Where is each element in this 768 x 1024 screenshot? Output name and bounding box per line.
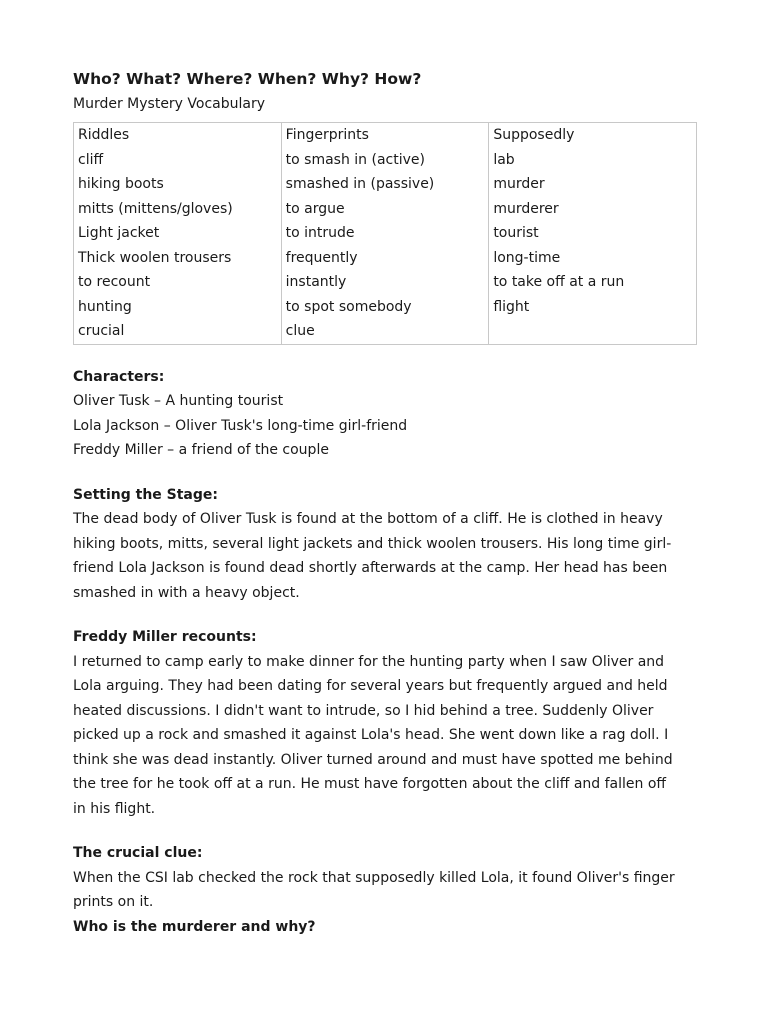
table-row (74, 197, 697, 222)
recount-section (73, 625, 697, 821)
table-cell: to smash in (active) (281, 148, 489, 173)
table-cell: murderer (489, 197, 697, 222)
recount-heading: Freddy Miller recounts: (73, 629, 257, 645)
character-line: Lola Jackson – Oliver Tusk's long-time girl-friend (73, 417, 408, 434)
table-cell: Thick woolen trousers (74, 246, 282, 271)
characters-heading: Characters: (73, 368, 165, 385)
character-line: Oliver Tusk – A hunting tourist (73, 393, 284, 409)
table-row (74, 246, 697, 271)
setting-line: smashed in with a heavy object. (73, 584, 300, 601)
document-page (73, 66, 697, 939)
table-cell: crucial (74, 319, 282, 344)
setting-heading: Setting the Stage: (73, 486, 218, 503)
table-row (74, 148, 697, 173)
table-cell: lab (489, 148, 697, 173)
vocabulary-table (73, 122, 697, 345)
table-cell: Fingerprints (281, 123, 489, 148)
recount-line: heated discussions. I didn't want to intrude, so I hid behind a tree. Suddenly Oliver (73, 702, 654, 719)
setting-section (73, 483, 697, 606)
document-subtitle: Murder Mystery Vocabulary (73, 96, 266, 112)
clue-heading: The crucial clue: (73, 845, 203, 861)
setting-line: friend Lola Jackson is found dead shortly afterwards at the camp. Her head has been (73, 560, 668, 576)
recount-line: think she was dead instantly. Oliver turned around and must have spotted me behind (73, 751, 673, 768)
table-row (74, 319, 697, 344)
table-cell: cliff (74, 148, 282, 173)
final-question: Who is the murderer and why? (73, 918, 316, 935)
setting-line: The dead body of Oliver Tusk is found at the bottom of a cliff. He is clothed in heavy (73, 511, 663, 527)
clue-section (73, 841, 697, 939)
recount-line: I returned to camp early to make dinner for the hunting party when I saw Oliver and (73, 653, 665, 670)
table-cell: flight (489, 295, 697, 320)
document-title: Who? What? Where? When? Why? How? (73, 70, 422, 88)
table-cell: instantly (281, 270, 489, 295)
table-cell: long-time (489, 246, 697, 271)
table-row (74, 123, 697, 148)
table-cell: murder (489, 172, 697, 197)
recount-line: in his flight. (73, 800, 156, 817)
table-cell: tourist (489, 221, 697, 246)
recount-line: picked up a rock and smashed it against Lola's head. She went down like a rag doll. I (73, 727, 669, 743)
table-cell: Light jacket (74, 221, 282, 246)
table-cell: to argue (281, 197, 489, 222)
table-row (74, 295, 697, 320)
setting-line: hiking boots, mitts, several light jackets and thick woolen trousers. His long time girl- (73, 535, 672, 552)
characters-section (73, 365, 697, 463)
table-cell: frequently (281, 246, 489, 271)
table-cell: Supposedly (489, 123, 697, 148)
table-cell: hunting (74, 295, 282, 320)
table-cell: to recount (74, 270, 282, 295)
table-cell: clue (281, 319, 489, 344)
clue-line: prints on it. (73, 894, 154, 910)
table-row (74, 221, 697, 246)
table-row (74, 172, 697, 197)
recount-line: Lola arguing. They had been dating for several years but frequently argued and held (73, 678, 668, 694)
table-cell: to spot somebody (281, 295, 489, 320)
table-cell: smashed in (passive) (281, 172, 489, 197)
table-cell: mitts (mittens/gloves) (74, 197, 282, 222)
table-cell: to take off at a run (489, 270, 697, 295)
character-line: Freddy Miller – a friend of the couple (73, 442, 329, 458)
table-cell: Riddles (74, 123, 282, 148)
table-row (74, 270, 697, 295)
table-cell: hiking boots (74, 172, 282, 197)
table-cell: to intrude (281, 221, 489, 246)
recount-line: the tree for he took off at a run. He must have forgotten about the cliff and fallen off (73, 776, 667, 792)
table-cell (489, 319, 697, 344)
clue-line: When the CSI lab checked the rock that supposedly killed Lola, it found Oliver's finger (73, 869, 675, 886)
